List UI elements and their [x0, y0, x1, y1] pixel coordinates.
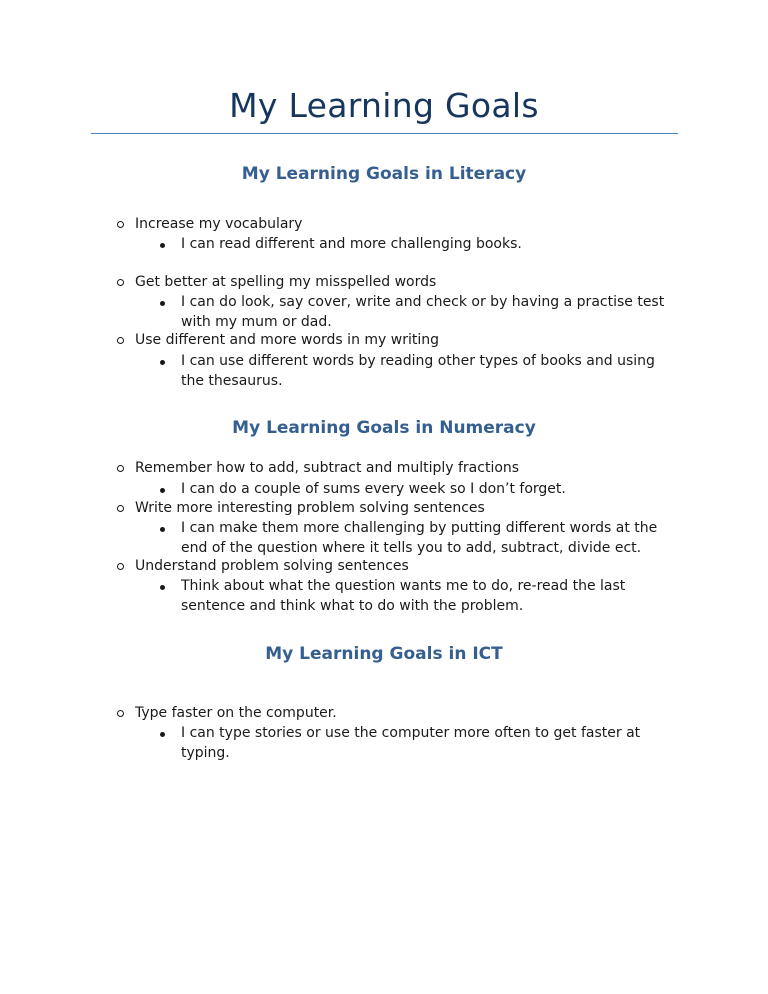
goal-text: Remember how to add, subtract and multiply fractions: [135, 460, 520, 476]
bullet-icon: [156, 480, 168, 500]
heading-ict: My Learning Goals in ICT: [265, 644, 503, 664]
goal-text: Understand problem solving sentences: [135, 558, 409, 574]
bullet-icon: [156, 577, 168, 597]
goal-text: Use different and more words in my writing: [135, 332, 439, 348]
hollow-bullet-icon: [113, 499, 127, 518]
goal-detail: I can read different and more challenging books.: [181, 236, 522, 252]
hollow-bullet-icon: [113, 331, 127, 350]
goal-text: Get better at spelling my misspelled words: [135, 274, 437, 290]
goal-text: Type faster on the computer.: [135, 705, 337, 721]
goal-text: Increase my vocabulary: [135, 216, 303, 232]
goal-detail: I can use different words by reading other types of books and using the thesaurus.: [181, 353, 655, 389]
bullet-icon: [156, 724, 168, 744]
page-title: My Learning Goals: [229, 86, 539, 125]
hollow-bullet-icon: [113, 215, 127, 234]
bullet-icon: [156, 352, 168, 372]
goal-detail: I can type stories or use the computer more often to get faster at typing.: [181, 725, 641, 761]
heading-literacy: My Learning Goals in Literacy: [241, 164, 527, 184]
hollow-bullet-icon: [113, 557, 127, 576]
title-divider: [91, 133, 678, 134]
hollow-bullet-icon: [113, 273, 127, 292]
bullet-icon: [156, 519, 168, 539]
goal-detail: Think about what the question wants me to do, re-read the last sentence and think what to do with the problem.: [181, 578, 626, 614]
heading-numeracy: My Learning Goals in Numeracy: [232, 418, 536, 438]
goal-detail: I can make them more challenging by putting different words at the end of the question where it tells you to add, subtract, divide ect.: [181, 520, 658, 556]
goal-text: Write more interesting problem solving sentences: [135, 500, 485, 516]
goal-detail: I can do a couple of sums every week so I don’t forget.: [181, 481, 566, 497]
bullet-icon: [156, 235, 168, 255]
bullet-icon: [156, 293, 168, 313]
hollow-bullet-icon: [113, 459, 127, 478]
goal-detail: I can do look, say cover, write and check or by having a practise test with my mum or dad.: [181, 294, 665, 330]
hollow-bullet-icon: [113, 704, 127, 723]
